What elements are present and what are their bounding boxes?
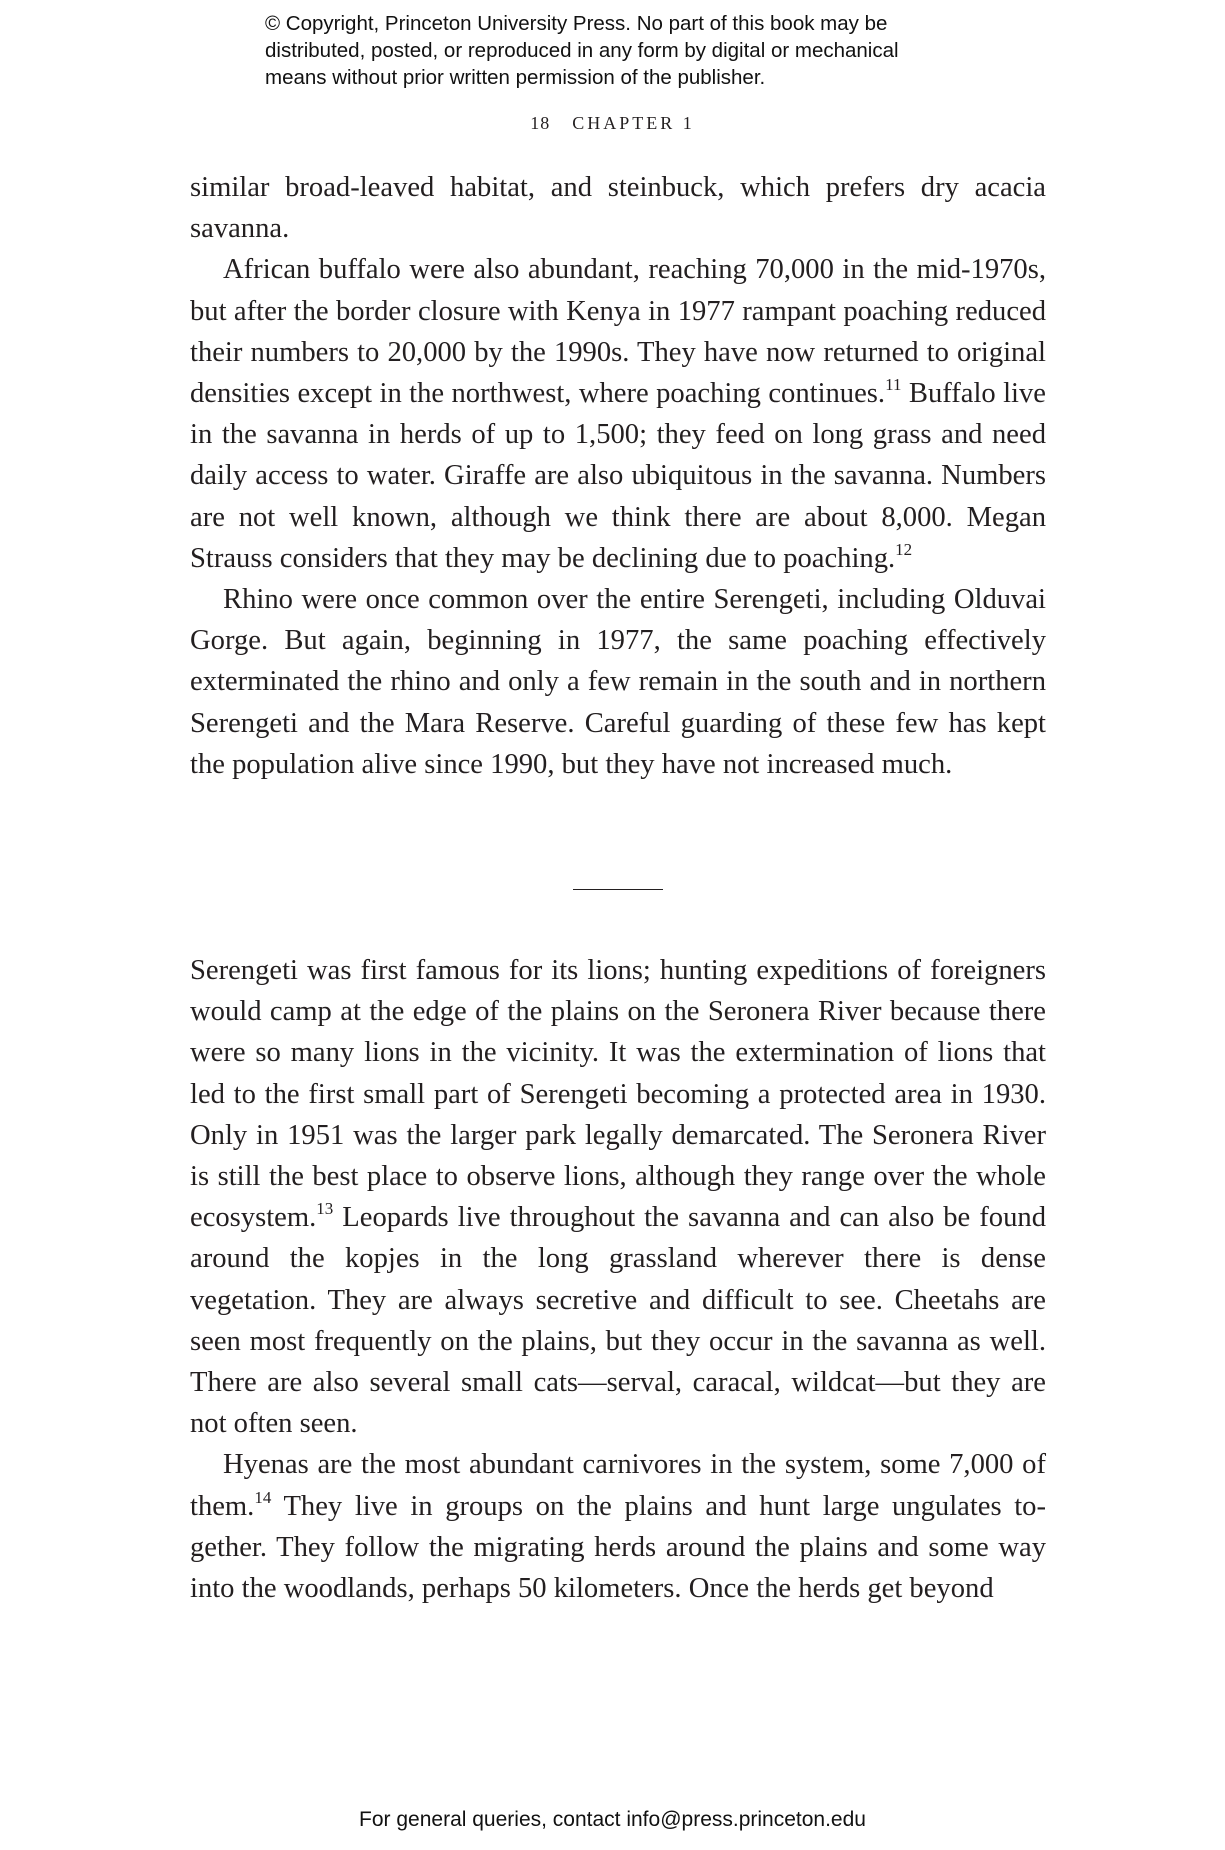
paragraph-2-text-a: African buffalo were also abundant, reaching 70,000 in the mid-1970s, but after the border closure with Kenya in 1977 rampant poaching reduced their numbers to 20,000 by the 1990s. They have now returned to original densities except in the northwest, where poaching continues. bbox=[190, 254, 1046, 410]
footnote-ref-11[interactable]: 11 bbox=[885, 375, 902, 395]
paragraph-2-text-b: Buffalo live in the savanna in herds of up to 1,500; they feed on long grass and need daily access to water. Giraffe are also ubiquitous in the savanna. Numbers are not well known, although we think there are about 8,000. Megan Strauss considers that they may be declining due to poaching. bbox=[190, 378, 1046, 574]
copyright-notice bbox=[265, 10, 965, 91]
paragraph-1: similar broad-leaved habitat, and steinbuck, which prefers dry acacia savanna. bbox=[190, 172, 1046, 245]
copyright-line-3: means without prior written permission of the publisher. bbox=[265, 66, 766, 89]
paragraph-5-text-b: They live in groups on the plains and hunt large ungulates together. They follow the migrating herds around the plains and some way into the woodlands, perhaps 50 kilometers. Once the herds get beyond bbox=[190, 1490, 1046, 1605]
running-head bbox=[0, 113, 1225, 134]
paragraph-5-text-a: Hyenas are the most abundant carnivores in the system, some 7,000 of them. bbox=[190, 1449, 1046, 1522]
chapter-label: CHAPTER 1 bbox=[572, 113, 695, 133]
footnote-ref-12[interactable]: 12 bbox=[895, 539, 913, 559]
paragraph-4-text-a: Serengeti was first famous for its lions; hunting expeditions of foreigners would camp at the edge of the plains on the Seronera River because there were so many lions in the vicinity. It was the extermination of lions that led to the first small part of Serengeti becoming a protected area in 1930. Only in 1951 was the larger park legally demarcated. The Seronera River is still the best place to observe lions, although they range over the whole ecosystem. bbox=[190, 955, 1046, 1234]
paragraph-4-text-b: Leopards live throughout the savanna and can also be found around the kopjes in the long grassland wherever there is dense vegetation. They are always secretive and difficult to see. Cheetahs are seen most frequently on the plains, but they occur in the savanna as well. There are also several small cats—serval, caracal, wildcat—but they are not often seen. bbox=[190, 1202, 1046, 1440]
copyright-line-1: © Copyright, Princeton University Press. No part of this book may be bbox=[265, 12, 888, 35]
paragraph-4 bbox=[190, 950, 1046, 1444]
page-number: 18 bbox=[530, 113, 551, 133]
footnote-ref-14[interactable]: 14 bbox=[254, 1487, 272, 1507]
copyright-line-2: distributed, posted, or reproduced in any form by digital or mechanical bbox=[265, 39, 899, 62]
footnote-ref-13[interactable]: 13 bbox=[316, 1199, 334, 1219]
footer-contact: For general queries, contact info@press.princeton.edu bbox=[359, 1808, 866, 1831]
body-text-lower bbox=[190, 950, 1046, 1609]
section-break-rule bbox=[573, 889, 663, 890]
paragraph-5 bbox=[190, 1444, 1046, 1609]
paragraph-2 bbox=[190, 249, 1046, 579]
body-text-upper bbox=[190, 167, 1046, 785]
paragraph-3: Rhino were once common over the entire Serengeti, including Olduvai Gorge. But again, beginning in 1977, the same poaching effectively exterminated the rhino and only a few remain in the south and in northern Serengeti and the Mara Reserve. Careful guarding of these few has kept the population alive since 1990, but they have not increased much. bbox=[190, 584, 1046, 780]
